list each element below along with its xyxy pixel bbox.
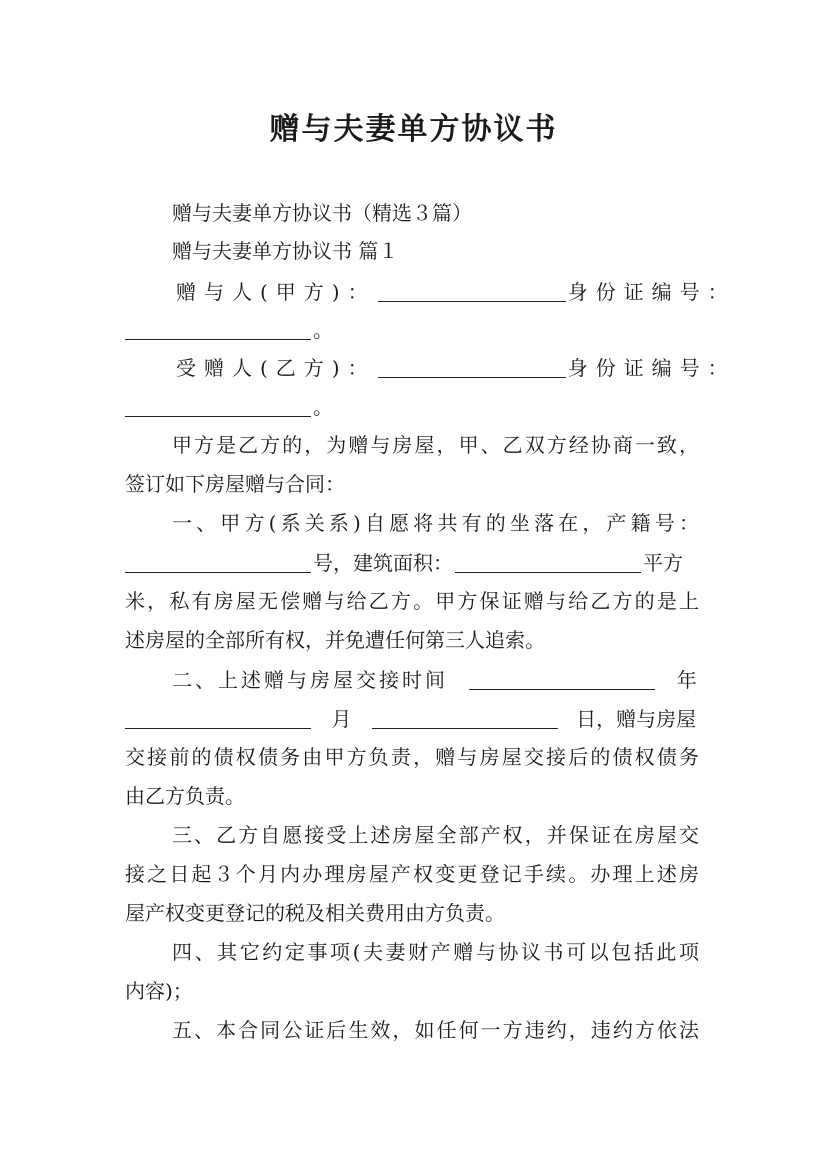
clause-2-line-4: 由乙方负责。 bbox=[125, 784, 245, 808]
clause-4-line-1: 四、其它约定事项(夫妻财产赠与协议书可以包括此项 bbox=[172, 940, 699, 964]
clause-4-line-2: 内容)； bbox=[125, 979, 193, 1003]
donor-id-line bbox=[125, 319, 333, 340]
area-blank bbox=[455, 552, 641, 573]
clause-2-line-3: 交接前的债权债务由甲方负责，赠与房屋交接后的债权债务 bbox=[125, 745, 699, 769]
clause-1-line-1: 一、甲方(系关系)自愿将共有的坐落在，产籍号： bbox=[172, 511, 699, 535]
part-heading: 赠与夫妻单方协议书 篇１ bbox=[172, 239, 399, 263]
donor-id-label: 身份证编号： bbox=[567, 280, 736, 304]
year-label: 年 bbox=[676, 668, 700, 692]
clause-3-line-3: 屋产权变更登记的税及相关费用由方负责。 bbox=[125, 901, 505, 925]
donee-label: 受赠人(乙方)： bbox=[176, 356, 376, 380]
property-number-blank bbox=[125, 552, 311, 573]
donee-line bbox=[176, 357, 736, 378]
day-blank bbox=[372, 708, 558, 729]
month-label: 月 bbox=[331, 707, 352, 731]
donor-name-blank bbox=[378, 281, 566, 302]
clause-1-line-2 bbox=[125, 552, 683, 573]
donee-id-label: 身份证编号： bbox=[567, 356, 736, 380]
area-unit-label: 平方 bbox=[643, 551, 683, 575]
document-title: 赠与夫妻单方协议书 bbox=[269, 112, 558, 147]
day-label: 日，赠与房屋 bbox=[576, 707, 697, 731]
period: 。 bbox=[313, 395, 333, 419]
clause-1-line-4: 述房屋的全部所有权，并免遭任何第三人追索。 bbox=[125, 628, 545, 652]
month-blank bbox=[125, 708, 311, 729]
donor-line bbox=[176, 281, 736, 302]
clause-2-line-2 bbox=[125, 708, 696, 729]
donee-id-blank bbox=[125, 396, 311, 417]
subtitle: 赠与夫妻单方协议书（精选３篇） bbox=[172, 201, 472, 225]
year-blank bbox=[469, 669, 655, 690]
clause-2-line-1 bbox=[172, 669, 700, 690]
clause-3-line-2: 接之日起３个月内办理房屋产权变更登记手续。办理上述房 bbox=[125, 862, 699, 886]
clause-3-line-1: 三、乙方自愿接受上述房屋全部产权，并保证在房屋交 bbox=[172, 823, 699, 847]
intro-line-2: 签订如下房屋赠与合同： bbox=[125, 472, 345, 496]
intro-line-1: 甲方是乙方的，为赠与房屋，甲、乙双方经协商一致， bbox=[172, 433, 699, 457]
period: 。 bbox=[313, 318, 333, 342]
clause-1-line-3: 米，私有房屋无偿赠与给乙方。甲方保证赠与给乙方的是上 bbox=[125, 589, 699, 613]
donor-label: 赠与人(甲方)： bbox=[176, 280, 376, 304]
handover-time-label: 二、上述赠与房屋交接时间 bbox=[172, 668, 448, 692]
donee-name-blank bbox=[378, 357, 566, 378]
property-number-label: 号，建筑面积： bbox=[313, 551, 453, 575]
donor-id-blank bbox=[125, 319, 311, 340]
donee-id-line bbox=[125, 396, 333, 417]
clause-5-line-1: 五、本合同公证后生效，如任何一方违约，违约方依法 bbox=[172, 1018, 699, 1042]
